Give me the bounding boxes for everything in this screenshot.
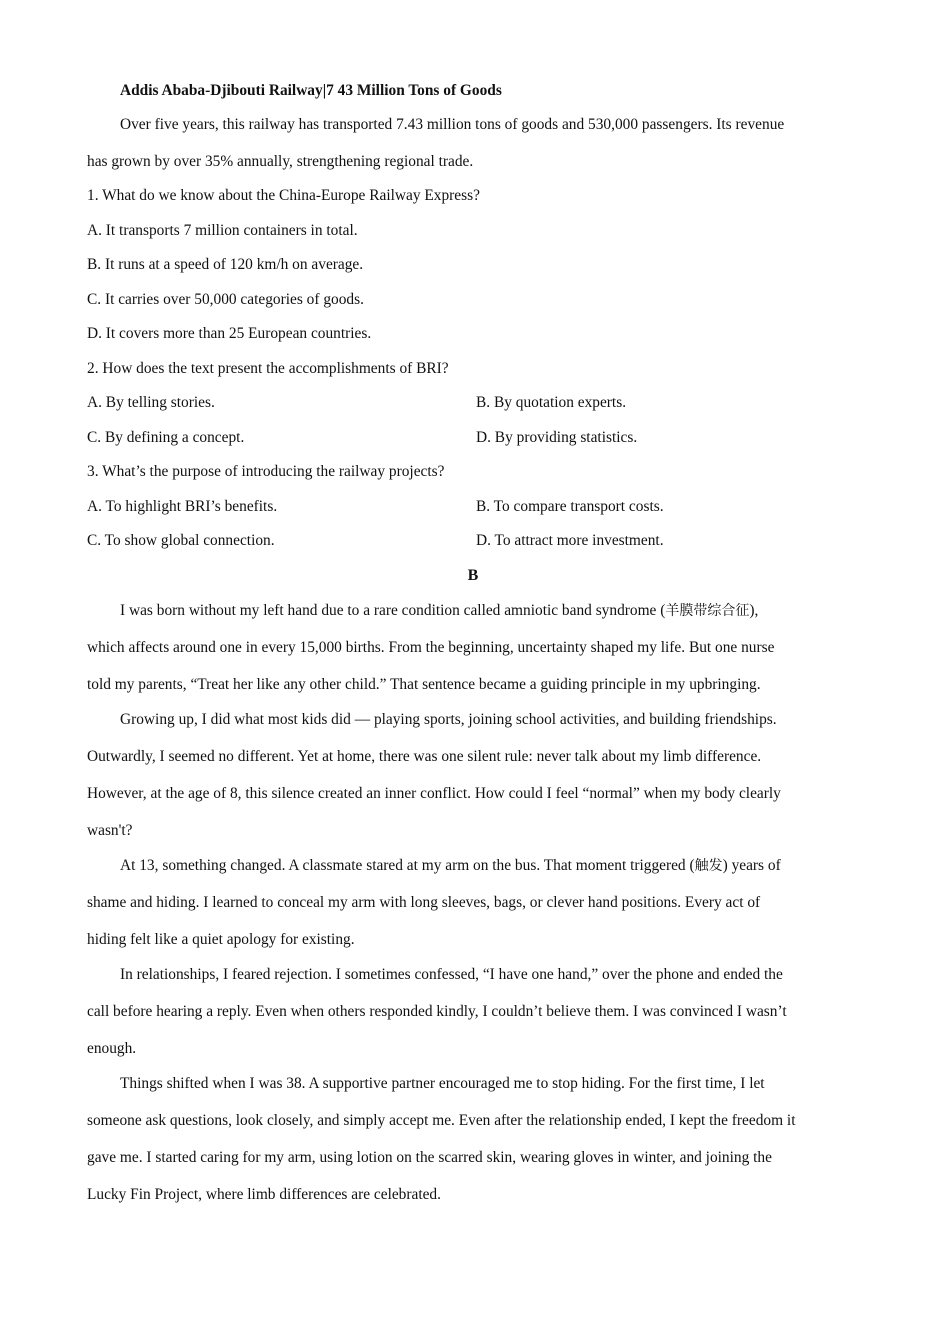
paragraph-line: which affects around one in every 15,000 births. From the beginning, uncertainty shaped my life. But one nurse <box>87 638 775 656</box>
question-stem: 3. What’s the purpose of introducing the railway projects? <box>87 463 445 480</box>
paragraph-line: call before hearing a reply. Even when others responded kindly, I couldn’t believe them. I was convinced I wasn’t <box>87 1002 787 1020</box>
options-row <box>87 425 859 460</box>
section-b-paragraph-1 <box>87 598 859 707</box>
option-b: B. By quotation experts. <box>476 394 627 411</box>
paragraph-line: Things shifted when I was 38. A supportive partner encouraged me to stop hiding. For the first time, I let <box>120 1074 765 1092</box>
chinese-gloss: 羊膜带综合征 <box>665 602 750 619</box>
section-letter: B <box>467 566 479 584</box>
paragraph-line: told my parents, “Treat her like any other child.” That sentence became a guiding principle in my upbringing. <box>87 675 761 693</box>
question-3 <box>87 459 859 563</box>
paragraph-line: Outwardly, I seemed no different. Yet at home, there was one silent rule: never talk about my limb difference. <box>87 747 762 765</box>
option-a: A. It transports 7 million containers in total. <box>87 221 358 239</box>
paragraph-line: hiding felt like a quiet apology for existing. <box>87 930 355 948</box>
options-row <box>87 528 859 563</box>
paragraph-line: Lucky Fin Project, where limb differences are celebrated. <box>87 1185 441 1203</box>
paragraph-line: However, at the age of 8, this silence created an inner conflict. How could I feel “normal” when my body clearly <box>87 784 781 802</box>
paragraph-line: shame and hiding. I learned to conceal my arm with long sleeves, bags, or clever hand positions. Every act of <box>87 893 761 911</box>
chinese-gloss: 触发 <box>694 857 723 874</box>
document-page <box>87 78 859 1219</box>
paragraph-line: Growing up, I did what most kids did — playing sports, joining school activities, and building friendships. <box>120 710 777 728</box>
passage-heading: Addis Ababa-Djibouti Railway|7 43 Million Tons of Goods <box>120 82 502 99</box>
paragraph-line: has grown by over 35% annually, strengthening regional trade. <box>87 153 474 170</box>
section-b-paragraph-5 <box>87 1071 859 1219</box>
paragraph-line <box>87 598 859 635</box>
question-stem: 1. What do we know about the China-Europe Railway Express? <box>87 187 480 204</box>
text-span: ), <box>749 601 759 619</box>
question-stem: 2. How does the text present the accomplishments of BRI? <box>87 359 449 377</box>
option-c: C. To show global connection. <box>87 532 275 549</box>
question-2 <box>87 356 859 460</box>
option-b: B. It runs at a speed of 120 km/h on average. <box>87 256 364 273</box>
option-d: D. To attract more investment. <box>476 532 664 549</box>
options-row <box>87 494 859 529</box>
paragraph-line: enough. <box>87 1039 137 1057</box>
paragraph-line: wasn't? <box>87 821 133 839</box>
paragraph-line: In relationships, I feared rejection. I sometimes confessed, “I have one hand,” over the phone and ended the <box>120 965 783 983</box>
paragraph-line: gave me. I started caring for my arm, using lotion on the scarred skin, wearing gloves in winter, and joining the <box>87 1148 772 1166</box>
paragraph-line: someone ask questions, look closely, and simply accept me. Even after the relationship ended, I kept the freedom it <box>87 1111 796 1129</box>
option-a: A. To highlight BRI’s benefits. <box>87 497 278 515</box>
options-row <box>87 390 859 425</box>
text-span: At 13, something changed. A classmate stared at my arm on the bus. That moment triggered ( <box>120 856 695 874</box>
option-d: D. It covers more than 25 European countries. <box>87 325 372 342</box>
question-1 <box>87 183 859 356</box>
passage-paragraph <box>87 112 859 183</box>
text-span: I was born without my left hand due to a rare condition called amniotic band syndrome ( <box>120 601 666 619</box>
option-c: C. By defining a concept. <box>87 428 245 446</box>
section-b-paragraph-3 <box>87 853 859 962</box>
paragraph-line: Over five years, this railway has transported 7.43 million tons of goods and 530,000 passengers. Its revenue <box>120 116 785 133</box>
paragraph-line <box>87 853 859 890</box>
option-c: C. It carries over 50,000 categories of goods. <box>87 290 364 308</box>
option-d: D. By providing statistics. <box>476 428 638 446</box>
section-b-paragraph-4 <box>87 962 859 1071</box>
section-b-paragraph-2 <box>87 707 859 853</box>
option-b: B. To compare transport costs. <box>476 497 664 515</box>
option-a: A. By telling stories. <box>87 394 215 411</box>
text-span: ) years of <box>722 856 781 874</box>
